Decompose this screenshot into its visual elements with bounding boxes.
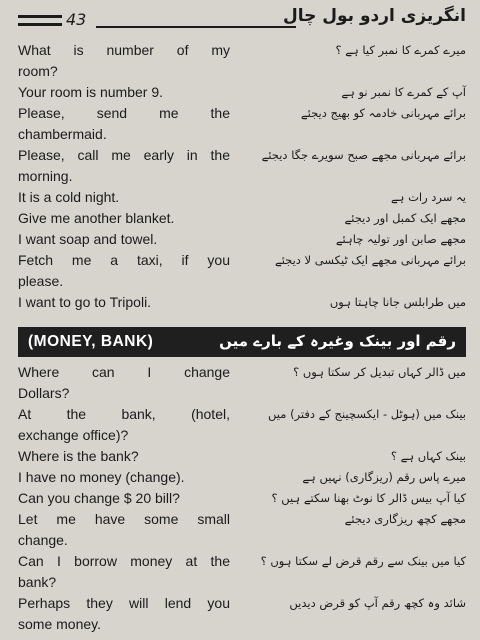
english-line: change. [18,532,68,548]
section-title-urdu: رقم اور بینک وغیرہ کے بارے میں [219,332,456,350]
english-line: Where is the bank? [18,448,139,464]
urdu-translation: میرے پاس رقم (ریزگاری) نہیں ہے [302,470,466,484]
section-title: (MONEY, BANK) [28,333,154,350]
english-line: Where can I change [18,364,230,380]
urdu-translation: میں طرابلس جانا چاہتا ہوں [329,295,466,309]
english-line: Can I borrow money at the [18,553,230,569]
urdu-translation: میرے کمرے کا نمبر کیا ہے ؟ [335,43,466,57]
english-line: Fetch me a taxi, if you [18,252,230,268]
urdu-translation: بینک کہاں ہے ؟ [390,449,466,463]
english-line: bank? [18,574,57,590]
section-heading-bar [18,327,466,357]
english-line: I want soap and towel. [18,231,158,247]
urdu-translation: برائے مہربانی مجھے صبح سویرے جگا دیجئے [261,148,466,162]
urdu-translation: کیا میں بینک سے رقم قرض لے سکتا ہوں ؟ [260,554,466,568]
english-line: room? [18,63,58,79]
english-line: What is number of my [18,42,230,58]
urdu-translation: یہ سرد رات ہے [390,190,466,204]
english-line: morning. [18,168,73,184]
english-line: Your room is number 9. [18,84,163,100]
urdu-translation: مجھے صابن اور تولیہ چاہئے [335,232,466,246]
book-title: انگریزی اردو بول چال [282,6,466,26]
urdu-translation: بینک میں (ہوٹل - ایکسچینج کے دفتر) میں [268,407,466,421]
english-phrase [18,40,230,61]
header-rule [18,15,62,18]
english-line: It is a cold night. [18,189,120,205]
english-line: Please, call me early in the [18,147,230,163]
english-line: chambermaid. [18,126,107,142]
urdu-translation: مجھے کچھ ریزگاری دیجئے [344,512,466,526]
urdu-translation: برائے مہربانی مجھے ایک ٹیکسی لا دیجئے [274,253,466,267]
urdu-translation: آپ کے کمرے کا نمبر نو ہے [341,85,466,99]
english-line: exchange office)? [18,427,129,443]
urdu-translation: میں ڈالر کہاں تبدیل کر سکتا ہوں ؟ [293,365,466,379]
english-line: please. [18,273,64,289]
urdu-translation: برائے مہربانی خادمہ کو بھیج دیجئے [300,106,466,120]
header-line [96,26,296,28]
english-line: Dollars? [18,385,70,401]
english-line: Let me have some small [18,511,230,527]
english-line: I want to go to Tripoli. [18,294,152,310]
english-line: Can you change $ 20 bill? [18,490,180,506]
page-number: 43 [66,10,87,29]
urdu-translation: مجھے ایک کمبل اور دیجئے [344,211,466,225]
english-line: Please, send me the [18,105,230,121]
english-line: some money. [18,616,101,632]
urdu-translation: شائد وہ کچھ رقم آپ کو قرض دیدیں [289,596,466,610]
english-line: Give me another blanket. [18,210,175,226]
english-line: Perhaps they will lend you [18,595,230,611]
header-rule [18,23,62,26]
english-line: I have no money (change). [18,469,185,485]
urdu-translation: کیا آپ بیس ڈالر کا نوٹ بھنا سکتے ہیں ؟ [271,491,466,505]
page-header [18,6,466,34]
english-line: At the bank, (hotel, [18,406,230,422]
